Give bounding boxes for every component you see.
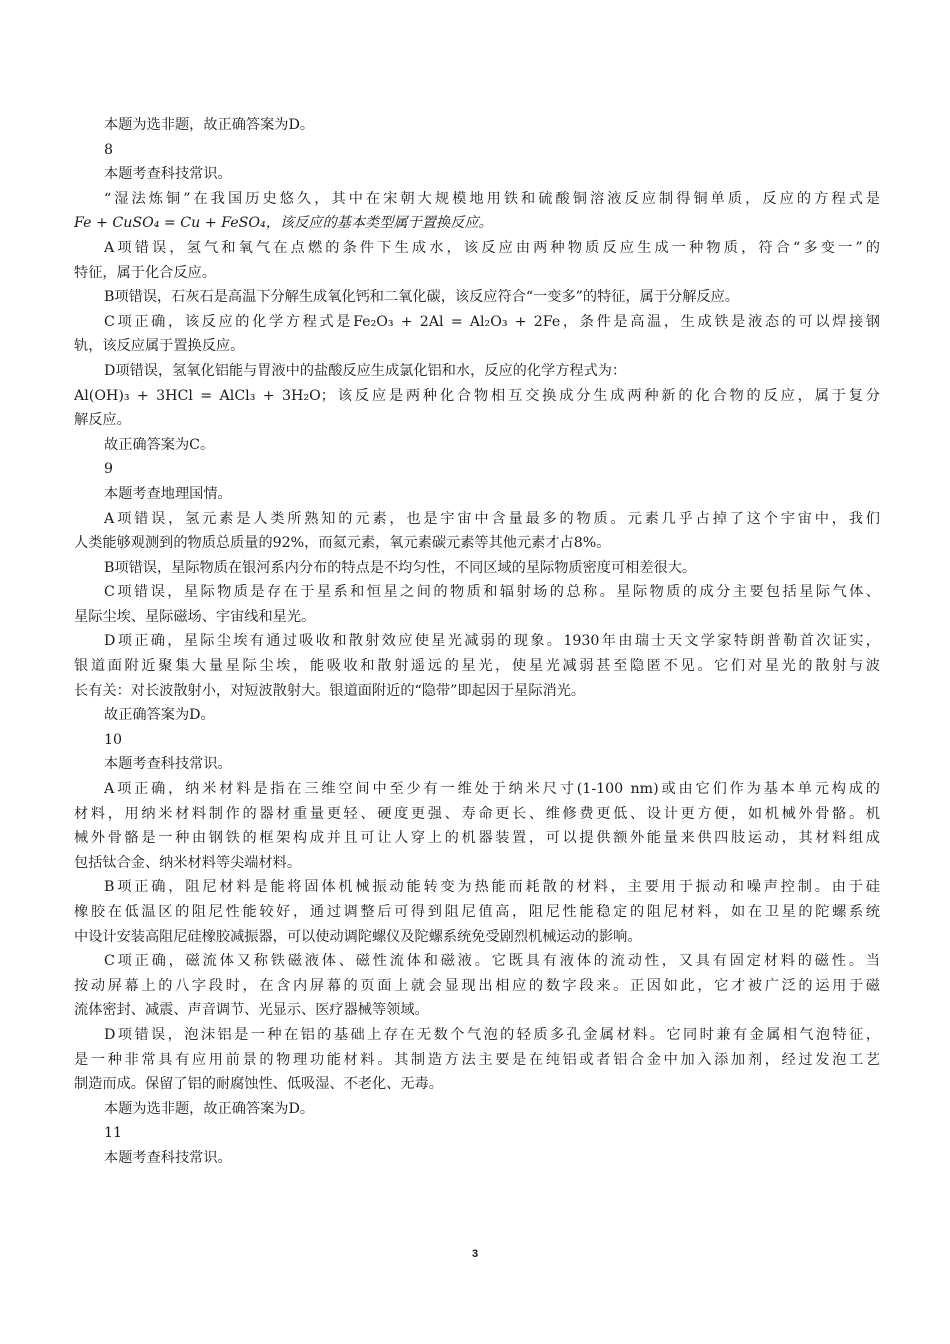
text-line: 星际尘埃、星际磁场、宇宙线和星光。 bbox=[74, 608, 316, 625]
text-line: 本题为选非题，故正确答案为D。 bbox=[104, 117, 315, 133]
question-number: 11 bbox=[104, 1125, 123, 1142]
text-line: C项正确，磁流体又称铁磁液体、磁性流体和磁液。它既具有液体的流动性，又具有固定材料的磁性。当 bbox=[104, 953, 880, 970]
formula-line: Fe + CuSO₄ = Cu + FeSO₄，该反应的基本类型属于置换反应。 bbox=[74, 215, 493, 232]
text-line: 特征，属于化合反应。 bbox=[74, 264, 216, 281]
text-line: “湿法炼铜”在我国历史悠久，其中在宋朝大规模地用铁和硫酸铜溶液反应制得铜单质，反应的方程式是 bbox=[104, 190, 880, 207]
text-line: 材料，用纳米材料制作的器材重量更轻、硬度更强、寿命更长、维修费更低、设计更方便，如机械外骨骼。机 bbox=[74, 805, 880, 822]
text-line: C项错误，星际物质是存在于星系和恒星之间的物质和辐射场的总称。星际物质的成分主要包括星际气体、 bbox=[104, 584, 880, 601]
text-line: 本题考查科技常识。 bbox=[104, 756, 232, 773]
text-line: B项正确，阻尼材料是能将固体机械振动能转变为热能而耗散的材料，主要用于振动和噪声控制。由于硅 bbox=[104, 879, 880, 896]
text-line: B项错误，星际物质在银河系内分布的特点是不均匀性，不同区域的星际物质密度可相差很大。 bbox=[104, 559, 697, 576]
question-number: 10 bbox=[104, 731, 123, 748]
question-number: 9 bbox=[104, 461, 114, 478]
text-line: D项错误，泡沫铝是一种在铝的基础上存在无数个气泡的轻质多孔金属材料。它同时兼有金属相气泡特征， bbox=[104, 1026, 880, 1043]
text-line: 流体密封、减震、声音调节、光显示、医疗器械等领域。 bbox=[74, 1002, 429, 1019]
text-line: 本题考查科技常识。 bbox=[104, 1149, 232, 1166]
text-line: 解反应。 bbox=[74, 412, 131, 429]
text-line: C项正确，该反应的化学方程式是Fe₂O₃ + 2Al = Al₂O₃ + 2Fe，条件是高温，生成铁是液态的可以焊接钢 bbox=[104, 313, 880, 330]
formula-line: Al(OH)₃ + 3HCl = AlCl₃ + 3H₂O；该反应是两种化合物相互交换成分生成两种新的化合物的反应，属于复分 bbox=[74, 387, 880, 404]
text-line: 故正确答案为C。 bbox=[104, 436, 215, 453]
text-line: 中设计安装高阻尼硅橡胶减振器，可以使动调陀螺仪及陀螺系统免受剧烈机械运动的影响。 bbox=[74, 928, 642, 945]
text-line: 长有关：对长波散射小，对短波散射大。银道面附近的“隐带”即起因于星际消光。 bbox=[74, 682, 586, 699]
text-line: 制造而成。保留了铝的耐腐蚀性、低吸湿、不老化、无毒。 bbox=[74, 1076, 443, 1093]
text-line: B项错误，石灰石是高温下分解生成氧化钙和二氧化碳，该反应符合“一变多”的特征，属于分解反应。 bbox=[104, 289, 739, 306]
text-line: 本题为选非题，故正确答案为D。 bbox=[104, 1100, 315, 1117]
question-number: 8 bbox=[104, 141, 114, 158]
text-line: 银道面附近聚集大量星际尘埃，能吸收和散射遥远的星光，使星光减弱甚至隐匿不见。它们对星光的散射与波 bbox=[74, 658, 880, 675]
page-number: 3 bbox=[471, 1248, 479, 1260]
text-line: 轨，该反应属于置换反应。 bbox=[74, 338, 245, 355]
text-line: D项错误，氢氧化铝能与胃液中的盐酸反应生成氯化铝和水，反应的化学方程式为： bbox=[104, 362, 627, 379]
page-body bbox=[74, 113, 880, 1171]
text-line: A项错误，氢气和氧气在点燃的条件下生成水，该反应由两种物质反应生成一种物质，符合“多变一”的 bbox=[104, 239, 880, 256]
text-line: 故正确答案为D。 bbox=[104, 707, 215, 724]
text-line: 是一种非常具有应用前景的物理功能材料。其制造方法主要是在纯铝或者铝合金中加入添加剂，经过发泡工艺 bbox=[74, 1051, 880, 1068]
text-line: D项正确，星际尘埃有通过吸收和散射效应使星光减弱的现象。1930年由瑞士天文学家特朗普勒首次证实， bbox=[104, 633, 880, 650]
text-line: 橡胶在低温区的阻尼性能较好，通过调整后可得到阻尼值高，阻尼性能稳定的阻尼材料，如在卫星的陀螺系统 bbox=[74, 904, 880, 920]
text-line: 械外骨骼是一种由钢铁的框架构成并且可让人穿上的机器装置，可以提供额外能量来供四肢运动，其材料组成 bbox=[74, 830, 880, 847]
text-line: 本题考查科技常识。 bbox=[104, 166, 232, 183]
text-line: A项正确，纳米材料是指在三维空间中至少有一维处于纳米尺寸(1-100 nm)或由它们作为基本单元构成的 bbox=[104, 781, 880, 798]
text-line: 按动屏幕上的八字段时，在含内屏幕的页面上就会显现出相应的数字段来。正因如此，它才被广泛的运用于磁 bbox=[74, 977, 880, 994]
text-line: 人类能够观测到的物质总质量的92%，而氦元素，氧元素碳元素等其他元素才占8%。 bbox=[74, 535, 611, 552]
text-line: 本题考查地理国情。 bbox=[104, 485, 232, 502]
text-line: 包括钛合金、纳米材料等尖端材料。 bbox=[74, 854, 302, 871]
text-line: A项错误，氢元素是人类所熟知的元素，也是宇宙中含量最多的物质。元素几乎占掉了这个宇宙中，我们 bbox=[104, 510, 880, 527]
